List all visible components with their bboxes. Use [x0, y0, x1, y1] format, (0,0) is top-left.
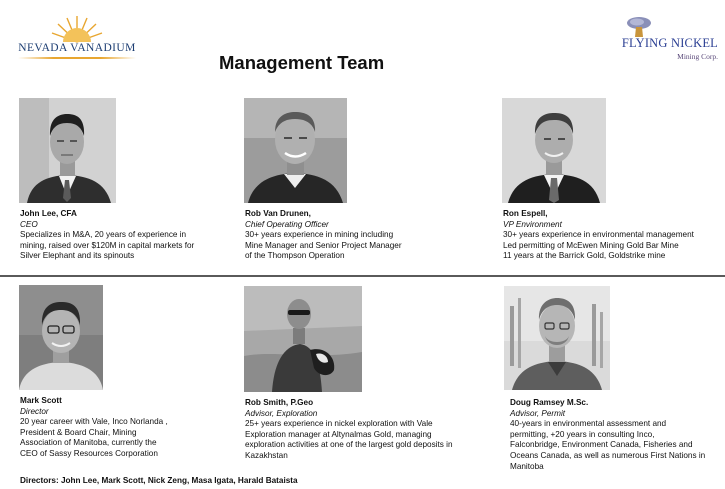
- flying-nickel-logo: [614, 16, 718, 64]
- member-role: Chief Operating Officer: [245, 219, 329, 229]
- member-name: John Lee, CFA: [20, 209, 77, 218]
- bio-ron-espell: [503, 209, 694, 262]
- photo-ron-espell: [502, 98, 606, 203]
- bio-rob-van-drunen: [245, 209, 402, 262]
- bio-line: Mine Manager and Senior Project Manager: [245, 240, 402, 250]
- bio-mark-scott: [20, 396, 168, 460]
- mushroom-cloud-icon: [624, 16, 654, 38]
- bio-rob-smith: [245, 398, 453, 462]
- photo-rob-smith: [244, 286, 362, 392]
- flying-nickel-sub: Mining Corp.: [677, 52, 718, 61]
- member-role: VP Environment: [503, 219, 562, 229]
- bio-line: President & Board Chair, Mining: [20, 427, 137, 437]
- member-name: Rob Smith, P.Geo: [245, 398, 314, 407]
- bio-line: Falconbridge, Environment Canada, Fisheries and: [510, 440, 693, 450]
- sunburst-icon: [49, 14, 105, 44]
- bio-doug-ramsey: [510, 398, 705, 472]
- member-name: Ron Espell,: [503, 209, 548, 218]
- photo-doug-ramsey: [504, 286, 610, 390]
- member-name: Rob Van Drunen,: [245, 209, 311, 218]
- bio-line: Kazakhstan: [245, 450, 288, 460]
- bio-line: 40-years in environmental assessment and: [510, 419, 667, 429]
- member-role: Advisor, Permit: [510, 408, 566, 418]
- photo-john-lee: [19, 98, 116, 203]
- member-name: Mark Scott: [20, 396, 62, 405]
- member-role: Director: [20, 406, 49, 416]
- logo-swoosh: [18, 57, 136, 59]
- photo-mark-scott: [19, 285, 103, 390]
- member-role: CEO: [20, 219, 38, 229]
- bio-line: CEO of Sassy Resources Corporation: [20, 448, 158, 458]
- nevada-vanadium-name: NEVADA VANADIUM: [18, 42, 136, 54]
- bio-line: of the Thompson Operation: [245, 251, 345, 261]
- bio-line: Specializes in M&A, 20 years of experience in: [20, 230, 187, 240]
- bio-line: Oceans Canada, as well as numerous First Nations in: [510, 450, 706, 460]
- directors-list: Directors: John Lee, Mark Scott, Nick Zeng, Masa Igata, Harald Bataista: [20, 476, 298, 485]
- nevada-vanadium-logo: [14, 14, 140, 64]
- member-role: Advisor, Exploration: [245, 408, 318, 418]
- bio-line: 30+ years experience in mining including: [245, 230, 394, 240]
- bio-line: 25+ years experience in nickel exploration with Vale: [245, 419, 433, 429]
- bio-line: Exploration manager at Altynalmas Gold, managing: [245, 429, 432, 439]
- bio-line: 20 year career with Vale, Inco Norlanda ,: [20, 417, 168, 427]
- bio-line: 11 years at the Barrick Gold, Goldstrike mine: [503, 251, 666, 261]
- page-title: Management Team: [219, 52, 385, 73]
- bio-line: Led permitting of McEwen Mining Gold Bar Mine: [503, 240, 679, 250]
- bio-line: Association of Manitoba, currently the: [20, 438, 157, 448]
- bio-line: Silver Elephant and its spinouts: [20, 251, 135, 261]
- bio-line: mining, raised over $120M in capital markets for: [20, 240, 195, 250]
- flying-nickel-name: FLYING NICKEL: [621, 36, 718, 50]
- bio-line: exploration activities at one of the largest gold deposits in: [245, 440, 453, 450]
- bio-line: Manitoba: [510, 461, 544, 471]
- member-name: Doug Ramsey M.Sc.: [510, 398, 589, 407]
- row-divider: [0, 275, 725, 277]
- bio-line: 30+ years experience in environmental management: [503, 230, 694, 240]
- bio-john-lee: [20, 209, 194, 262]
- bio-line: permitting, +20 years in consulting Inco,: [510, 429, 655, 439]
- photo-rob-van-drunen: [244, 98, 347, 203]
